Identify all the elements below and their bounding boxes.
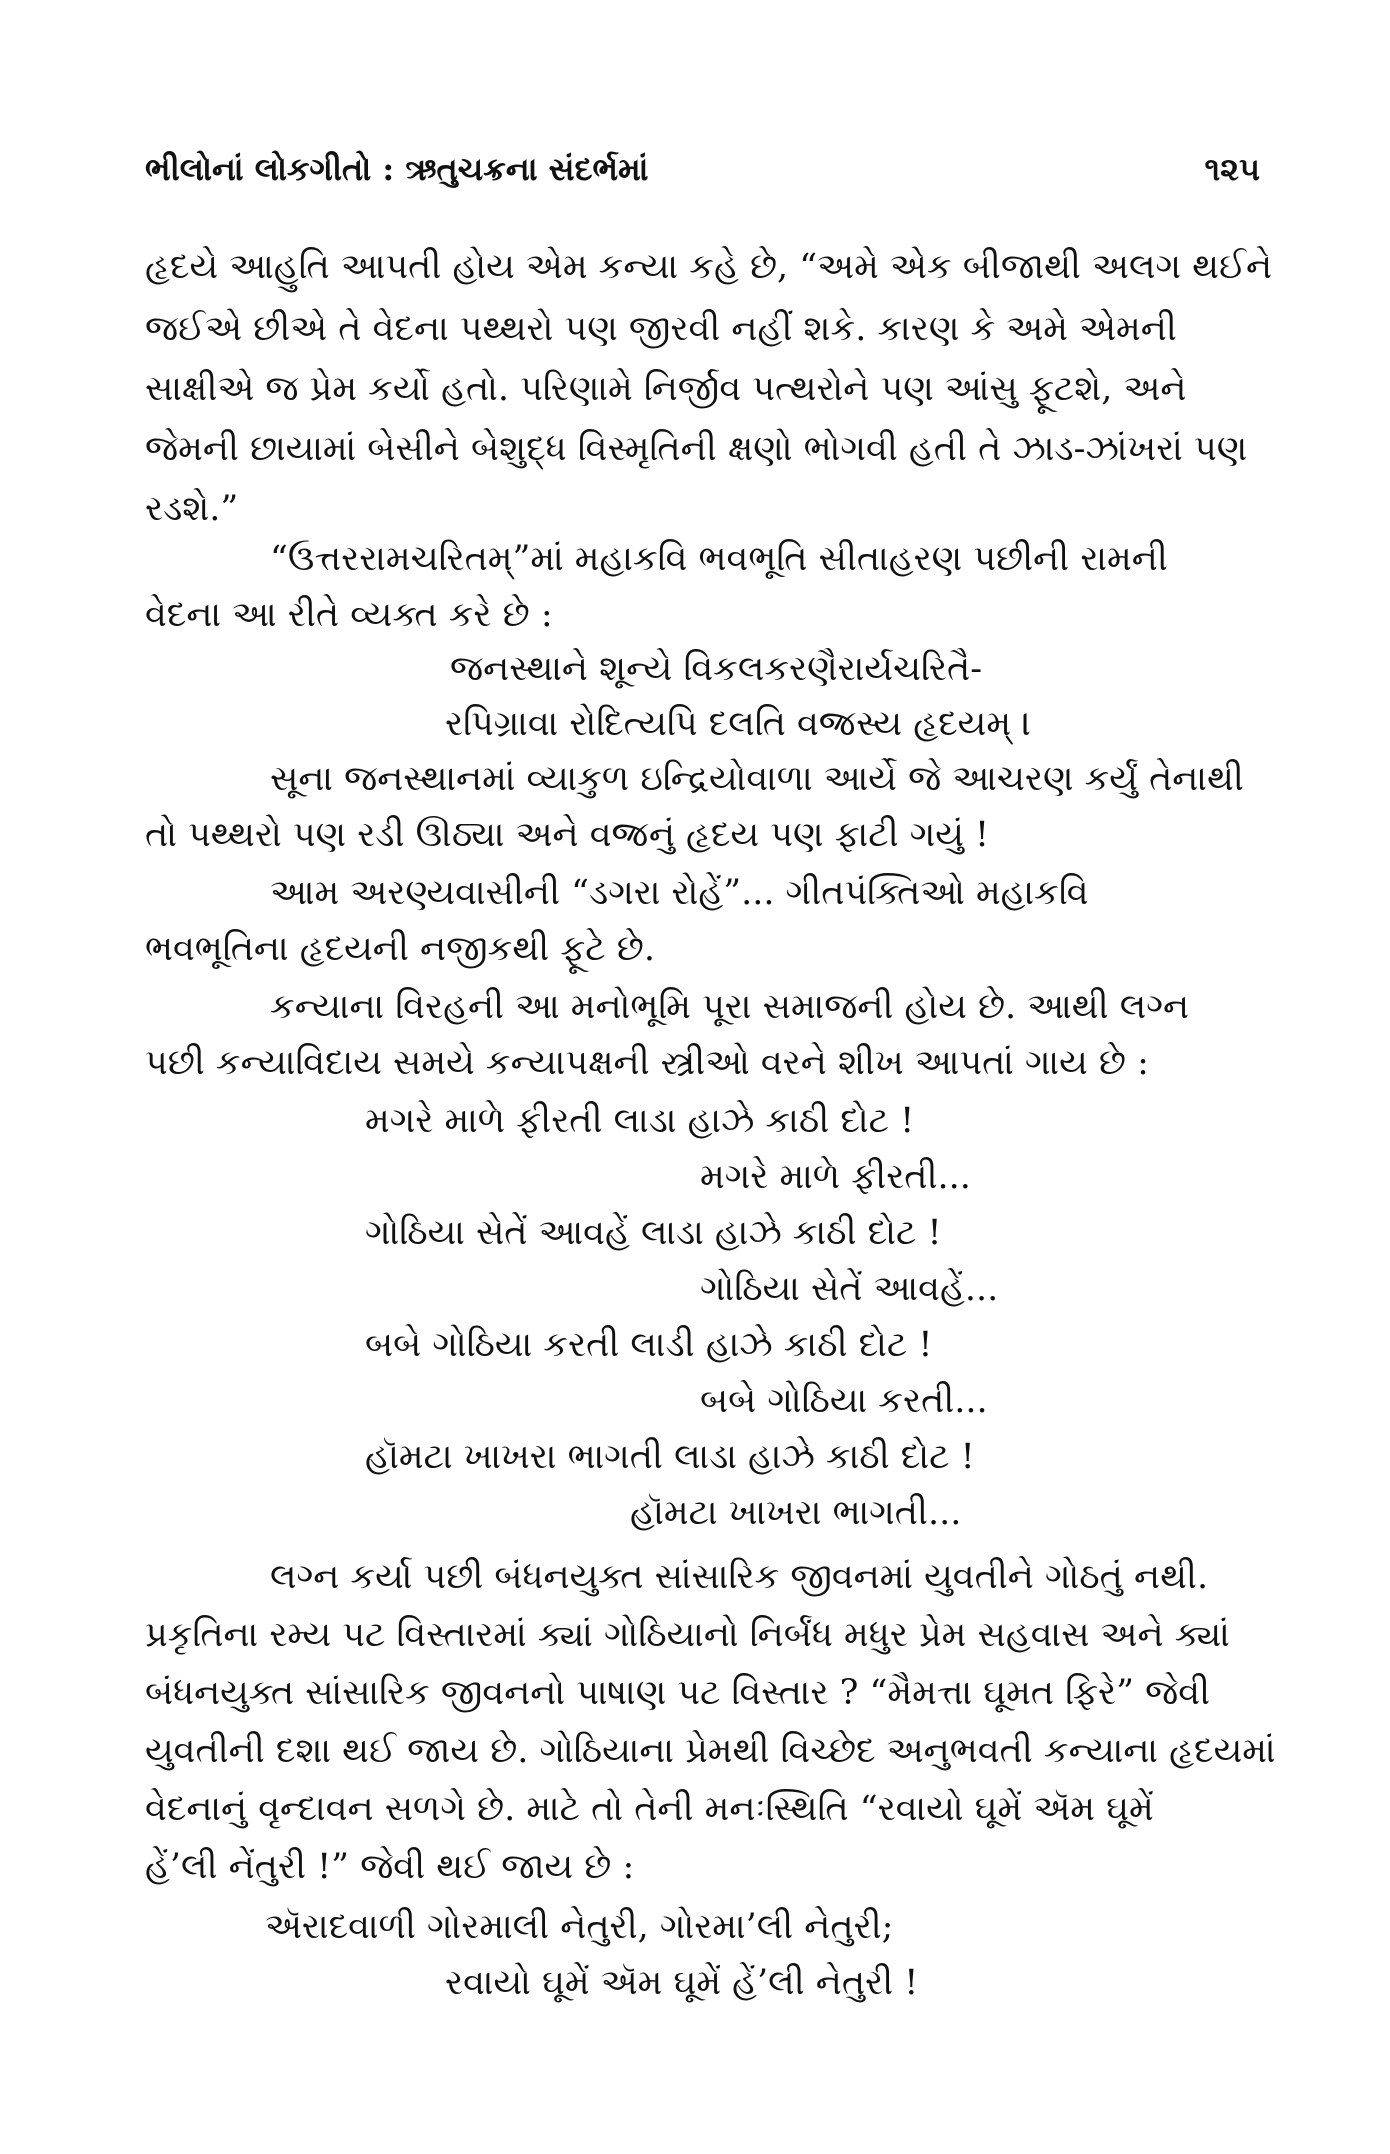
verse-line: રપિગ્રાવા રોદિત્યપિ દલતિ વજ્રસ્ય હૃદયમ્ । [445, 704, 1032, 744]
verse-line: જનસ્થાને શૂન્યે વિકલકરણૈરાર્યચરિતૈ- [450, 649, 983, 689]
song-line: બબે ગોઠિયા કરતી લાડી હાઝે કાઠી દોટ ! [365, 1325, 933, 1365]
text-line: રડશે.” [145, 489, 239, 529]
song-refrain: હૉમટા ખાખરા ભાગતી... [630, 1493, 962, 1533]
text-line: પ્રકૃતિના રમ્ય પટ વિસ્તારમાં ક્યાં ગોઠિયાનો નિર્બંધ મધુર પ્રેમ સહવાસ અને ક્યાં [145, 1615, 1230, 1655]
text-line: “ઉત્તરરામચરિતમ્”માં મહાકવિ ભવભૂતિ સીતાહરણ પછીની રામની [270, 539, 1168, 579]
text-line: ભવભૂતિના હૃદયની નજીકથી ફૂટે છે. [145, 929, 655, 969]
text-line: લગ્ન કર્યા પછી બંધનયુક્ત સાંસારિક જીવનમાં યુવતીને ગોઠતું નથી. [270, 1557, 1209, 1597]
song-line: મગરે માળે ફીરતી લાડા હાઝે કાઠી દોટ ! [365, 1101, 915, 1141]
text-line: વેદનાનું વૃન્દાવન સળગે છે. માટે તો તેની મનઃસ્થિતિ “રવાયો ઘૂમેં ઍમ ઘૂમેં [145, 1789, 1154, 1829]
song-line: રવાયો ઘૂમેં ઍમ ઘૂમેં હેં’લી નેતુરી ! [445, 1963, 919, 2003]
running-head: ભીલોનાં લોકગીતો : ઋતુચક્રના સંદર્ભમાં [145, 150, 649, 188]
text-line: હૃદયે આહુતિ આપતી હોય એમ કન્યા કહે છે, “અમે એક બીજાથી અલગ થઈને [145, 247, 1273, 287]
text-line: કન્યાના વિરહની આ મનોભૂમિ પૂરા સમાજની હોય છે. આથી લગ્ન [270, 987, 1190, 1027]
text-line: યુવતીની દશા થઈ જાય છે. ગોઠિયાના પ્રેમથી વિચ્છેદ અનુભવતી કન્યાના હૃદયમાં [145, 1731, 1276, 1771]
text-line: જેમની છાયામાં બેસીને બેશુદ્ધ વિસ્મૃતિની ક્ષણો ભોગવી હતી તે ઝાડ-ઝાંખરાં પણ [145, 429, 1248, 469]
page-header [145, 150, 1260, 210]
text-line: પછી કન્યાવિદાય સમયે કન્યાપક્ષની સ્ત્રીઓ વરને શીખ આપતાં ગાય છે : [145, 1043, 1149, 1083]
text-line: હેં’લી નેંતુરી !” જેવી થઈ જાય છે : [145, 1847, 635, 1887]
page-number: ૧૨૫ [1204, 150, 1260, 188]
song-refrain: ગોઠિયા સેતેં આવહેં... [700, 1269, 999, 1309]
text-line: સાક્ષીએ જ પ્રેમ કર્યો હતો. પરિણામે નિર્જીવ પત્થરોને પણ આંસુ ફૂટશે, અને [145, 369, 1187, 409]
text-line: વેદના આ રીતે વ્યક્ત કરે છે : [145, 595, 553, 635]
song-refrain: મગરે માળે ફીરતી... [700, 1157, 971, 1197]
text-line: જઈએ છીએ તે વેદના પથ્થરો પણ જીરવી નહીં શકે. કારણ કે અમે એમની [145, 309, 1177, 349]
text-line: સૂના જનસ્થાનમાં વ્યાકુળ ઇન્દ્રિયોવાળા આર્યે જે આચરણ કર્યું તેનાથી [270, 759, 1244, 799]
text-line: બંધનયુક્ત સાંસારિક જીવનનો પાષાણ પટ વિસ્તાર ? “મૈમત્તા ઘૂમત ફિરે” જેવી [145, 1673, 1211, 1713]
song-refrain: બબે ગોઠિયા કરતી... [700, 1381, 988, 1421]
song-line: હૉમટા ખાખરા ભાગતી લાડા હાઝે કાઠી દોટ ! [365, 1437, 975, 1477]
text-line: આમ અરણ્યવાસીની “ડગરા રોહેં”... ગીતપંક્તિઓ મહાકવિ [270, 873, 1089, 913]
song-line: ઍરાદવાળી ગોરમાલી નેતુરી, ગોરમા’લી નેતુરી; [265, 1907, 894, 1947]
text-line: તો પથ્થરો પણ રડી ઊઠ્યા અને વજ્રનું હૃદય પણ ફાટી ગયું ! [145, 815, 990, 855]
song-line: ગોઠિયા સેતેં આવહેં લાડા હાઝે કાઠી દોટ ! [365, 1213, 942, 1253]
